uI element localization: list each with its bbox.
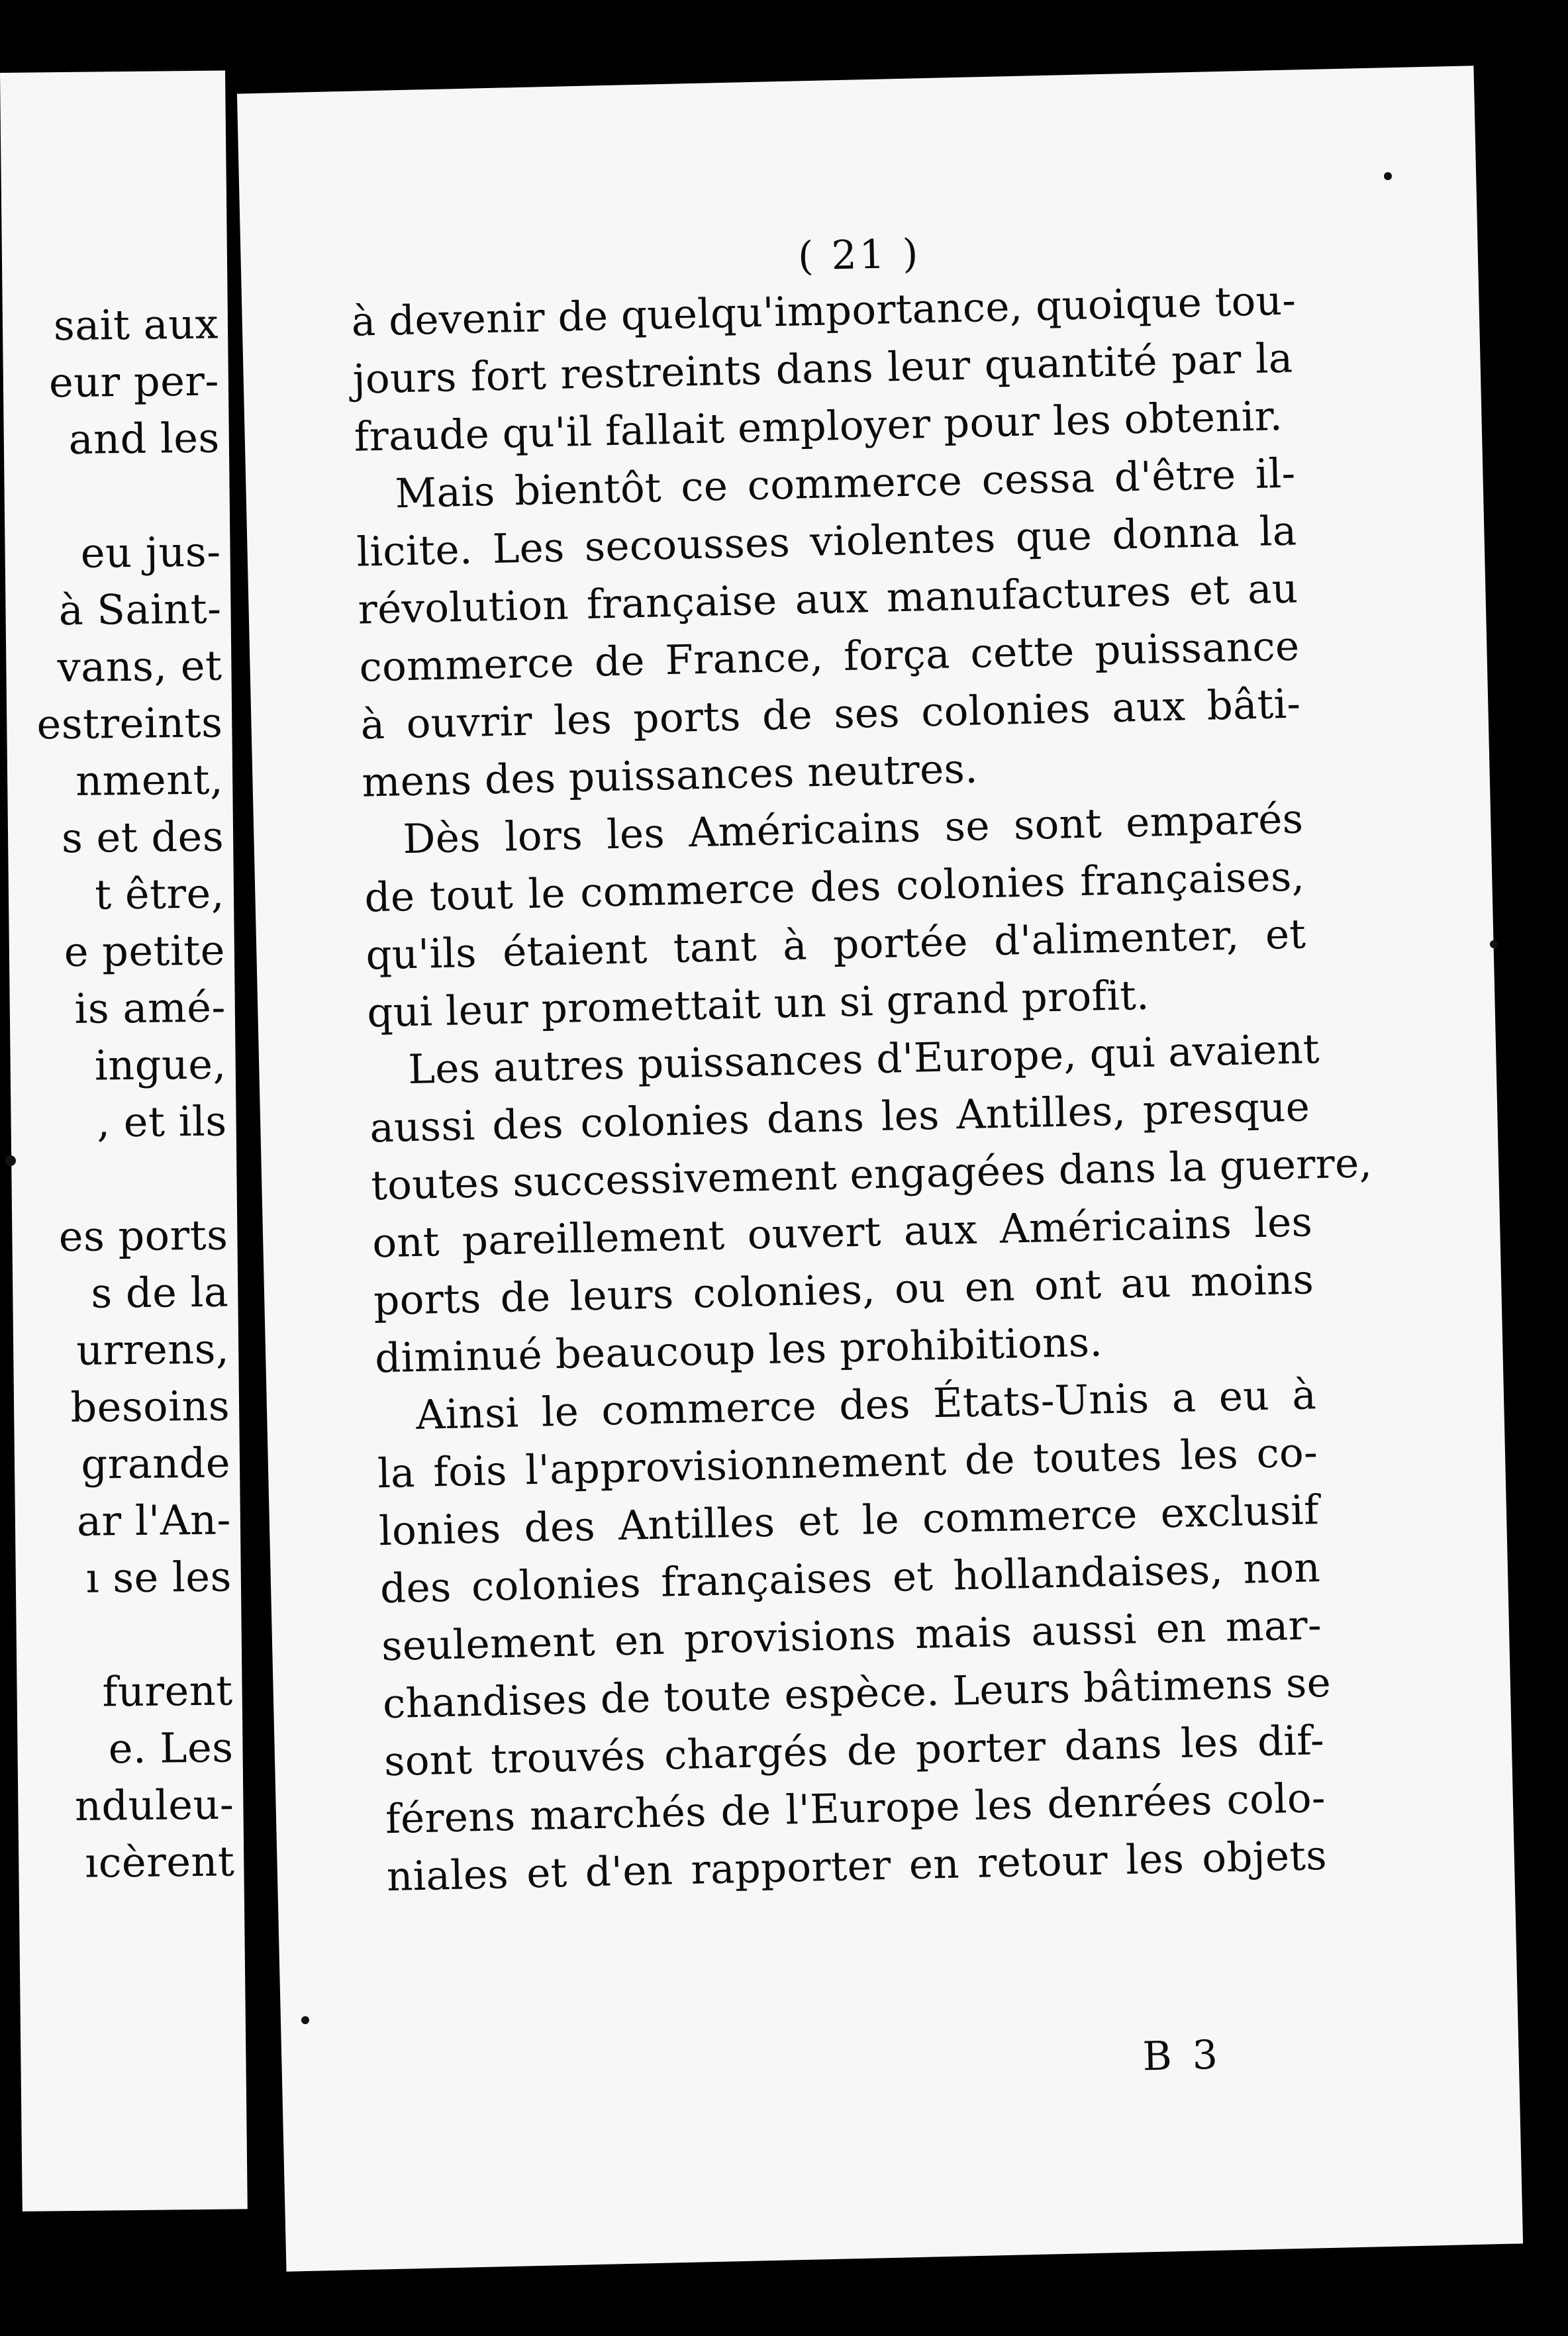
book-page: [237, 66, 1523, 2272]
text-line: de tout le commerce des colonies françaises,: [364, 853, 1305, 922]
scan-speck: [1384, 172, 1392, 180]
scan-speck: [301, 2016, 309, 2024]
text-line: es ports: [58, 1210, 228, 1261]
scan-speck: [5, 1155, 16, 1166]
text-line: nment,: [75, 755, 224, 805]
text-line: ingue,: [94, 1040, 227, 1090]
text-line: besoins: [70, 1381, 230, 1432]
text-line: des colonies françaises et hollandaises, non: [379, 1544, 1321, 1613]
text-line: , et ils: [97, 1096, 227, 1147]
text-line: vans, et: [57, 641, 222, 692]
text-line: urrens,: [75, 1324, 230, 1375]
paragraph-gap: [9, 1149, 228, 1208]
text-line: ont pareillement ouvert aux Américains les: [371, 1198, 1313, 1267]
text-line: seulement en provisions mais aussi en mar-: [381, 1602, 1322, 1671]
scan-speck: [1490, 940, 1498, 948]
printer-signature-mark: B 3: [1142, 2031, 1222, 2080]
text-line: and les: [68, 413, 220, 463]
page-number: ( 21 ): [797, 230, 922, 280]
text-line: jours fort restreints dans leur quantité par la: [352, 334, 1294, 403]
text-line: nduleu-: [74, 1780, 234, 1830]
text-line: licite. Les secousses violentes que donna la: [356, 507, 1298, 576]
text-line: Dès lors les Américains se sont emparés: [402, 795, 1304, 863]
text-line: à ouvrir les ports de ses colonies aux bâti-: [360, 680, 1302, 749]
paragraph-gap: [13, 1605, 232, 1664]
text-line: aussi des colonies dans les Antilles, presque: [369, 1083, 1310, 1152]
text-line: la fois l'approvisionnement de toutes les co-: [377, 1429, 1318, 1498]
text-line: e petite: [64, 926, 226, 977]
text-line: qui leur promettait un si grand profit.: [366, 971, 1150, 1037]
text-line: sont trouvés chargés de porter dans les dif-: [383, 1717, 1325, 1786]
text-line: commerce de France, força cette puissance: [358, 622, 1300, 691]
text-line: grande: [81, 1438, 231, 1488]
text-line: diminué beaucoup les prohibitions.: [374, 1318, 1103, 1383]
text-line: férens marchés de l'Europe les denrées colo-: [385, 1774, 1326, 1843]
previous-page-text: [0, 296, 235, 1892]
text-line: s de la: [91, 1267, 229, 1318]
text-line: Ainsi le commerce des États-Unis a eu à: [415, 1371, 1317, 1439]
text-line: lonies des Antilles et le commerce exclusif: [378, 1486, 1320, 1555]
text-line: e. Les: [108, 1723, 234, 1773]
text-line: eu jus-: [80, 527, 221, 577]
text-line: à devenir de quelqu'importance, quoique tou-: [350, 277, 1297, 346]
text-line: chandises de toute espèce. Leurs bâtimens se: [382, 1659, 1332, 1728]
text-line: toutes successivement engagées dans la guerre,: [370, 1140, 1373, 1210]
text-line: ı se les: [85, 1552, 232, 1602]
text-line: ıcèrent: [85, 1837, 235, 1887]
text-line: estreints: [36, 698, 223, 749]
text-line: Les autres puissances d'Europe, qui avaient: [407, 1025, 1320, 1094]
text-line: révolution française aux manufactures et au: [357, 565, 1299, 634]
text-line: is amé-: [74, 983, 226, 1033]
page-body-text: [350, 272, 1373, 1906]
text-line: ar l'An-: [76, 1495, 232, 1545]
text-line: eur per-: [48, 356, 220, 407]
text-line: qu'ils étaient tant à portée d'alimenter, et: [365, 910, 1306, 979]
text-line: fraude qu'il fallait employer pour les obtenir.: [353, 392, 1283, 461]
text-line: t être,: [94, 869, 225, 919]
text-line: sait aux: [53, 299, 219, 350]
text-line: mens des puissances neutres.: [361, 745, 979, 806]
text-line: niales et d'en rapporter en retour les objets: [386, 1831, 1328, 1901]
text-line: à Saint-: [58, 584, 222, 635]
paragraph-gap: [1, 467, 220, 526]
previous-page-fragment: [0, 70, 248, 2211]
text-line: furent: [102, 1666, 233, 1716]
text-line: s et des: [61, 812, 224, 863]
text-line: Mais bientôt ce commerce cessa d'être il-: [394, 450, 1297, 518]
text-line: ports de leurs colonies, ou en ont au moins: [373, 1256, 1314, 1325]
